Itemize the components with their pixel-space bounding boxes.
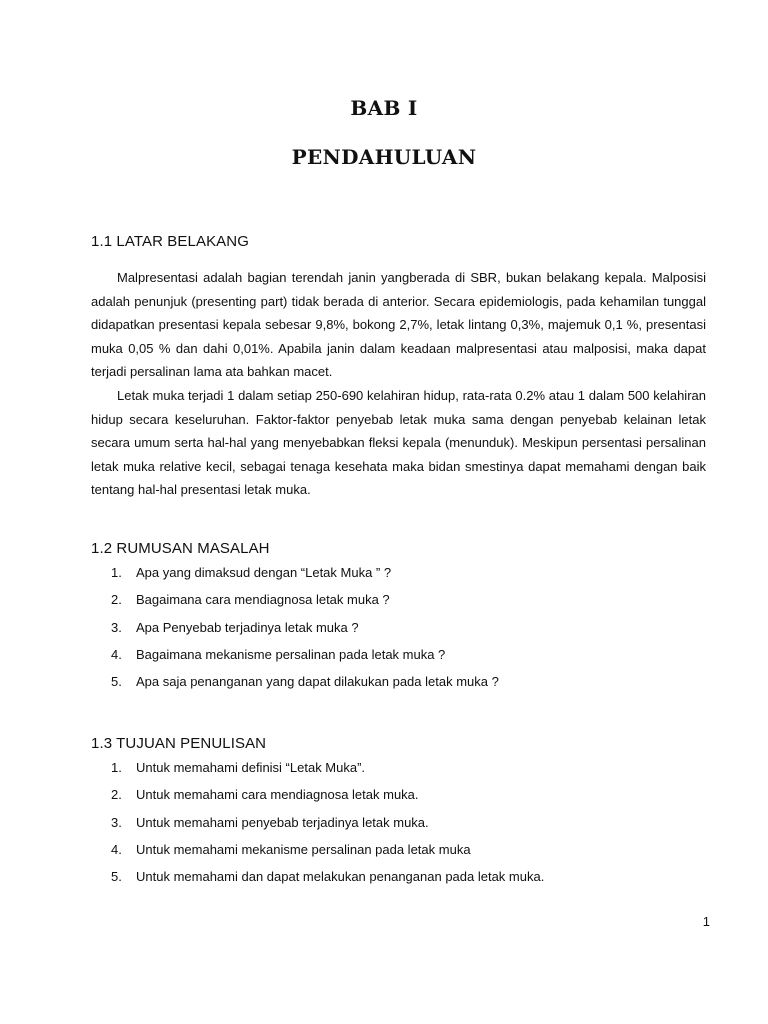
list-text: Untuk memahami mekanisme persalinan pada letak muka [136,841,471,857]
page-number: 1 [702,914,710,929]
list-item [91,563,706,590]
list-text: Bagaimana cara mendiagnosa letak muka ? [136,592,390,608]
section-heading-latar-belakang: 1.1 LATAR BELAKANG [91,233,249,250]
list-text: Untuk memahami dan dapat melakukan penanganan pada letak muka. [136,869,545,885]
list-number: 3. [111,619,122,635]
list-item [91,645,706,672]
list-item [91,840,706,867]
list-number: 1. [111,565,122,580]
chapter-title: PENDAHULUAN [291,145,477,169]
list-text: Untuk memahami penyebab terjadinya letak muka. [136,814,429,830]
list-number: 2. [111,592,122,608]
list-text: Untuk memahami cara mendiagnosa letak muka. [136,787,419,803]
tujuan-penulisan-list [91,758,706,894]
list-number: 4. [111,841,122,857]
list-number: 1. [111,760,122,775]
list-text: Untuk memahami definisi “Letak Muka”. [136,760,366,775]
list-item [91,672,706,699]
chapter-number: BAB I [350,96,418,120]
rumusan-masalah-list [91,563,706,699]
list-item [91,758,706,785]
list-text: Apa saja penanganan yang dapat dilakukan pada letak muka ? [136,674,499,690]
list-item [91,867,706,894]
list-text: Apa Penyebab terjadinya letak muka ? [136,619,359,635]
paragraph-malpresentasi: Malpresentasi adalah bagian terendah janin yangberada di SBR, bukan belakang kepala. Malposisi adalah penunjuk (presenting part) tidak berada di anterior. Secara epidemiologis, pada kehamilan tunggal didapatkan presentasi kepala sebesar 9,8%, bokong 2,7%, letak lintang 0,3%, majemuk 0,1 %, presentasi muka 0,05 % dan dahi 0,01%. Apabila janin dalam keadaan malpresentasi atau malposisi, maka dapat terjadi persalinan lama ata bahkan macet. [91,270,706,379]
list-number: 5. [111,869,122,885]
list-number: 3. [111,814,122,830]
list-item [91,590,706,617]
list-text: Bagaimana mekanisme persalinan pada letak muka ? [136,646,446,662]
list-number: 2. [111,787,122,803]
list-item [91,618,706,645]
section-heading-rumusan-masalah: 1.2 RUMUSAN MASALAH [91,540,270,557]
paragraph-letak-muka: Letak muka terjadi 1 dalam setiap 250-690 kelahiran hidup, rata-rata 0.2% atau 1 dalam 500 kelahiran hidup secara keseluruhan. Faktor-faktor penyebab letak muka sama dengan penyebab kelainan letak secara umum serta hal-hal yang menyebabkan fleksi kepala (menunduk). Meskipun persentasi persalinan letak muka relative kecil, sebagai tenaga kesehata maka bidan smestinya dapat memahami dengan baik tentang hal-hal presentasi letak muka. [91,388,706,497]
list-number: 4. [111,646,122,662]
list-text: Apa yang dimaksud dengan “Letak Muka ” ? [136,565,392,580]
list-number: 5. [111,674,122,690]
section-heading-tujuan-penulisan: 1.3 TUJUAN PENULISAN [91,735,267,752]
list-item [91,785,706,812]
list-item [91,813,706,840]
